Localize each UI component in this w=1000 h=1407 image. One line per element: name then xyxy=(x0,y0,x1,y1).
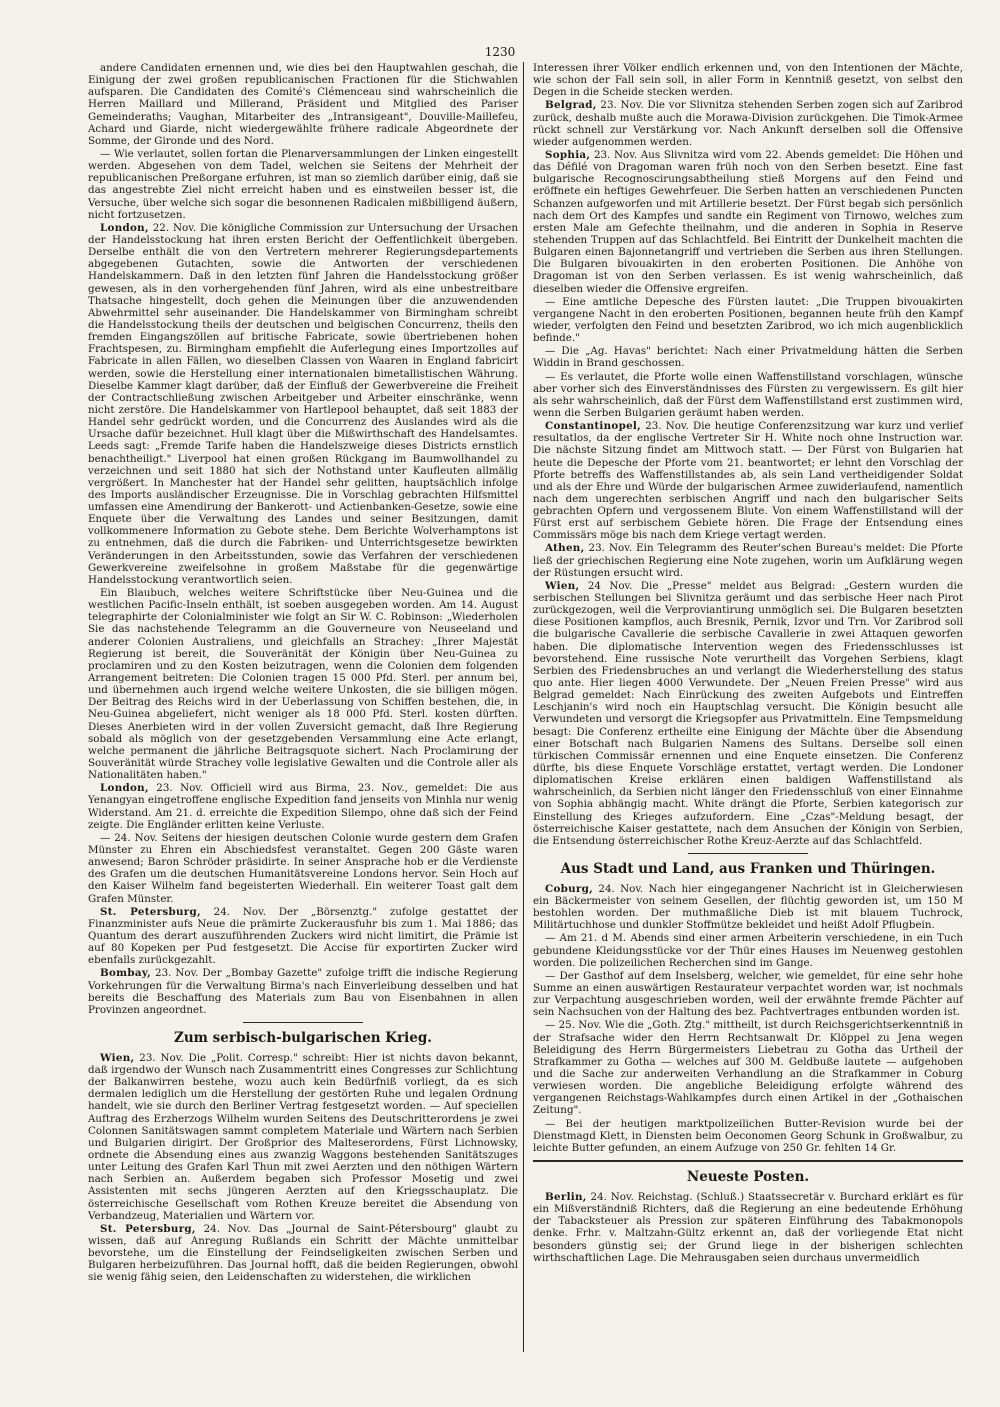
section-heading: Aus Stadt und Land, aus Franken und Thüringen. xyxy=(560,861,936,877)
article-paragraph xyxy=(88,832,518,905)
article-paragraph xyxy=(88,967,518,1016)
article-paragraph xyxy=(88,1223,518,1284)
article-paragraph xyxy=(88,587,518,781)
article-paragraph xyxy=(533,62,963,98)
article-paragraph xyxy=(88,62,518,147)
article-paragraph xyxy=(533,1191,963,1264)
dateline: Constantinopel, xyxy=(545,420,642,433)
dateline: Sophia, xyxy=(545,148,591,161)
paragraph-text: 23. Nov. Der „Bombay Gazette" zufolge trifft die indische Regierung Vorkehrungen für die Verwaltung Birma's nach Einverleibung desselben und hat bereits die Beschaffung des Materials zum Bau von Eisenbahnen in allen Provinzen angeordnet. xyxy=(88,967,518,1016)
paragraph-text: 24. Nov. Reichstag. (Schluß.) Staatssecretär v. Burchard erklärt es für ein Mißverständniß Richters, daß die Regierung an eine bedeutende Erhöhung der Tabacksteuer als Pression zur späteren Einführung des Tabakmonopols denke. Frhr. v. Maltzahn-Gültz erkennt an, daß der vorliegende Etat nicht besonders günstig sei; der Grund liege in der bisherigen schlechten wirthschaftlichen Lage. Die Mehrausgaben seien durchaus unvermeidlich xyxy=(533,1190,963,1264)
dateline: Wien, xyxy=(545,579,580,592)
article-paragraph xyxy=(533,542,963,578)
article-paragraph xyxy=(533,883,963,932)
dateline: Belgrad, xyxy=(545,99,597,112)
article-paragraph xyxy=(533,149,963,295)
article-paragraph xyxy=(88,782,518,831)
article-paragraph xyxy=(533,580,963,847)
paragraph-text: 23. Nov. Die vor Slivnitza stehenden Serben zogen sich auf Zaribrod zurück, deshalb mußte auch die Morawa-Division zurückgehen. Die Timok-Armee rückt schnell zur Verstärkung vor. Nach Ankunft derselben soll die Offensive wieder aufgenommen werden. xyxy=(533,99,963,148)
paragraph-text: — Am 21. d M. Abends sind einer armen Arbeiterin verschiedene, in ein Tuch gebundene Kleidungsstücke vor der Thür eines Hauses im Neuenweg gestohlen worden. Die polizeilichen Recherchen sind im Gange. xyxy=(533,932,963,969)
paragraph-text: 23. Nov. Ein Telegramm des Reuter'schen Bureau's meldet: Die Pforte ließ der griechischen Regierung eine Note zugehen, worin um Aufklärung wegen der Rüstungen ersucht wird. xyxy=(533,542,963,579)
article-paragraph xyxy=(533,970,963,1019)
left-column xyxy=(88,62,518,1285)
article-paragraph xyxy=(533,345,963,369)
dateline: Bombay, xyxy=(100,967,152,980)
dateline: London, xyxy=(100,782,149,795)
section-heading: Zum serbisch-bulgarischen Krieg. xyxy=(173,1029,433,1046)
paragraph-text: Interessen ihrer Völker endlich erkennen und, von den Intentionen der Mächte, wie schon der Fall sein soll, in aller Form in Kenntniß gesetzt, von selbst den Degen in die Scheide stecken werden. xyxy=(533,62,963,99)
section-heading: Neueste Posten. xyxy=(686,1169,810,1186)
paragraph-text: andere Candidaten ernennen und, wie dies bei den Hauptwahlen geschah, die Einigung der zwei großen republicanischen Fractionen für die Stichwahlen aufsparen. Die Candidaten des Comité's Clémenceau sind wahrscheinlich die Herren Maillard und Millerand, Präsident und Mitglied des Pariser Gemeinderaths; Vaughan, Mitarbeiter des „Intransigeant", Douville-Maillefeu, Achard und Giarde, nicht wiedergewählte frühere radicale Abgeordnete der Somme, der Gironde und des Nord. xyxy=(88,62,518,147)
dateline: Berlin, xyxy=(545,1190,587,1203)
paragraph-text: — Wie verlautet, sollen fortan die Plenarversammlungen der Linken eingestellt werden. Abgesehen von dem Tadel, welchen sie Seitens der Mehrheit der republicanischen Preßorgane erfuhren, ist man so ziemlich darüber einig, daß sie das angestrebte Ziel nicht erreicht haben und es einstweilen besser ist, die Versuche, über welche sich sogar die besonnenen Radicalen mißbilligend äußern, nicht fortzusetzen. xyxy=(88,147,518,221)
paragraph-text: 23. Nov. Officiell wird aus Birma, 23. Nov., gemeldet: Die aus Yenangyan eingetroffene englische Expedition fand jenseits von Minhla nur wenig Widerstand. Am 21. d. erreichte die Expedition Silempo, ohne daß sich der Feind zeigte. Die Engländer erlitten keine Verluste. xyxy=(88,782,518,831)
article-paragraph xyxy=(88,906,518,967)
dateline: St. Petersburg, xyxy=(100,905,201,918)
article-paragraph xyxy=(533,99,963,148)
paragraph-text: 24. Nov. Nach hier eingegangener Nachricht ist in Gleicherwiesen ein Bäckermeister von seinem Gesellen, der flüchtig geworden ist, um 150 M bestohlen worden. Der muthmaßliche Dieb ist mit blauem Tuchrock, Militärtuchhose und dunkler Stoffmütze bekleidet und heißt Adolf Pflugbein. xyxy=(533,882,963,932)
section-rule xyxy=(243,1022,363,1023)
article-paragraph xyxy=(533,932,963,968)
paragraph-text: — Eine amtliche Depesche des Fürsten lautet: „Die Truppen bivouakirten vergangene Nacht in den eroberten Positionen, begannen heute früh den Kampf wieder, verfolgten den Feind und besetzten Zaribrod, wo ich mich augenblicklich befinde." xyxy=(533,295,963,345)
dateline: Athen, xyxy=(545,542,585,555)
article-paragraph xyxy=(88,1052,518,1222)
dateline: St. Petersburg, xyxy=(100,1222,196,1235)
paragraph-text: — Der Gasthof auf dem Inselsberg, welcher, wie gemeldet, für eine sehr hohe Summe an einen auswärtigen Restaurateur verpachtet worden war, ist nochmals zur Verpachtung ausgeschrieben worden, weil der erwähnte fremde Pächter auf sein Nachsuchen von der Haltung des bez. Pachtvertrages entbunden worden ist. xyxy=(533,969,963,1019)
article-paragraph xyxy=(533,1019,963,1116)
paragraph-text: — Die „Ag. Havas" berichtet: Nach einer Privatmeldung hätten die Serben Widdin in Brand geschossen. xyxy=(533,345,963,370)
paragraph-text: 23. Nov. Aus Slivnitza wird vom 22. Abends gemeldet: Die Höhen und das Défilé von Dragoman waren früh noch von den Serben besetzt. Eine fast bulgarische Recognoscirungsabtheilung stieß Morgens auf den Feind und eröffnete ein heftiges Gewehrfeuer. Die Serben hatten an verschiedenen Puncten Schanzen aufgeworfen und mit Artillerie besetzt. Der Fürst begab sich persönlich nach dem Ort des Kampfes und sandte ein Regiment von Tirnowo, welches zum ersten Male am Gefechte theilnahm, und die anderen in Sophia in Reserve stehenden Truppen auf das Schlachtfeld. Bei Eintritt der Dunkelheit machten die Bulgaren einen Bajonnetangriff und vertrieben die Serben aus ihren Stellungen. Die Bulgaren bivouakirten in den eroberten Positionen. Die Anhöhe von Dragoman ist von den Serben verlassen. Es ist wenig wahrscheinlich, daß dieselben wieder die Offensive ergreifen. xyxy=(533,148,963,295)
page-number: 1230 xyxy=(484,45,516,59)
paragraph-text: — Es verlautet, die Pforte wolle einen Waffenstillstand vorschlagen, wünsche aber vorher sich des Einverständnisses des Fürsten zu vergewissern. Es gilt hier als sehr wahrscheinlich, daß der Fürst dem Waffenstillstand erst zustimmen wird, wenn die Serben Bulgarien geräumt haben werden. xyxy=(533,370,963,419)
article-paragraph xyxy=(88,148,518,221)
section-rule xyxy=(533,1160,963,1162)
paragraph-text: — 25. Nov. Wie die „Goth. Ztg." mittheilt, ist durch Reichsgerichtserkenntniß in der Strafsache wider den Herrn Rechtsanwalt Dr. Klöppel zu Jena wegen Beleidigung des Herrn Bürgermeisters Liebetrau zu Gotha das Urtheil der Strafkammer zu Gotha — welches auf 300 M. Geldbuße lautete — aufgehoben und die Sache zur anderweiten Verhandlung an die Strafkammer in Coburg verwiesen worden. Die angebliche Beleidigung erfolgte während des vergangenen Reichstags-Wahlkampfes durch einen Artikel in der „Gothaischen Zeitung". xyxy=(533,1019,963,1117)
article-paragraph xyxy=(533,420,963,541)
right-column xyxy=(533,62,963,1265)
paragraph-text: 24. Nov. Der „Börsenztg." zufolge gestattet der Finanzminister aufs Neue die prämirte Zuckerausfuhr bis zum 1. Mai 1886; das Quantum des derart auszuführenden Zuckers wird nicht limitirt, die Prämie ist auf 80 Kopeken per Pud festgesetzt. Die Accise für exportirten Zucker wird ebenfalls zurückgezahlt. xyxy=(88,905,518,967)
paragraph-text: — 24. Nov. Seitens der hiesigen deutschen Colonie wurde gestern dem Grafen Münster zu Ehren ein Abschiedsfest veranstaltet. Gegen 200 Gäste waren anwesend; Baron Schröder präsidirte. In seiner Ansprache hob er die Verdienste des Grafen um die deutschen Humanitätsvereine Londons hervor. Sein Hoch auf den Kaiser Wilhelm fand begeisterten Wiederhall. Ein weiterer Toast galt dem Grafen Münster. xyxy=(88,831,518,905)
paragraph-text: 24. Nov. Das „Journal de Saint-Pétersbourg" glaubt zu wissen, daß auf Anregung Rußlands ein Schritt der Mächte unmittelbar bevorstehe, um die Einstellung der Feindseligkeiten zwischen Serben und Bulgaren herbeizuführen. Das Journal hofft, daß die beiden Regierungen, obwohl sie wenig fähig seien, den Leidenschaften zu widerstehen, die wirklichen xyxy=(88,1222,518,1284)
paragraph-text: 24 Nov. Die „Presse" meldet aus Belgrad: „Gestern wurden die serbischen Stellungen bei Slivnitza geräumt und das serbische Heer nach Pirot zurückgezogen, weil die Verproviantirung unmöglich sei. Die Bulgaren besetzten diese Positionen kampflos, auch Bresnik, Pernik, Izvor und Trn. Vor Zaribrod soll die bulgarische Cavallerie die serbische Cavallerie in zwei Attaquen geworfen haben. Die diplomatische Intervention wegen des Friedensschlusses ist bevorstehend. Eine russische Note verurtheilt das Vorgehen Serbiens, klagt Serbien des Friedensbruches an und verlangt die Wiederherstellung des status quo ante. Hier liegen 4000 Verwundete. Der „Neuen Freien Presse" wird aus Belgrad gemeldet: Nach Einrückung des zweiten Aufgebots und Eintreffen Leschjanin's wird noch ein Hauptschlag versucht. Die Königin besucht alle Verwundeten und versorgt die Kriegsopfer aus Privatmitteln. Eine Tempsmeldung besagt: Die Conferenz ertheilte eine Einigung der Mächte über die Absendung einer Botschaft nach Bulgarien Namens des Sultans. Derselbe soll einen türkischen Commissär ernennen und eine Enquete einsetzen. Die Conferenz dürfte, bis diese Enquete Vorschläge erstattet, vertagt werden. Die Londoner diplomatischen Kreise erklären einen baldigen Waffenstillstand als wahrscheinlich, da Serbien nicht länger den Friedensschluß von einer Einnahme von Sophia abhängig macht. White drängt die Pforte, Serbien kategorisch zur Einstellung des Krieges aufzufordern. Eine „Czas"-Meldung besagt, der österreichische Kaiser gestattete, nach dem Ansuchen der Königin von Serbien, die Entsendung österreichischer Rothe Kreuz-Aerzte auf das Schlachtfeld. xyxy=(533,579,963,847)
paragraph-text: 22. Nov. Die königliche Commission zur Untersuchung der Ursachen der Handelsstockung hat ihren ersten Bericht der Oeffentlichkeit übergeben. Derselbe enthält die von den Vertretern mehrerer Regierungsdepartements abgegebenen Gutachten, sowie die Antworten der verschiedenen Handelskammern. Daß in den letzten fünf Jahren die Handelsstockung größer gewesen, als in den vorhergehenden fünf Jahren, wird als eine unbestreitbare Thatsache hingestellt, doch gehen die Meinungen über die anzuwendenden Abwehrmittel sehr auseinander. Die Handelskammer von Birmingham schreibt die Handelsstockung theils der deutschen und belgischen Concurrenz, theils den fremden Eingangszöllen auf britische Fabricate, sowie übertriebenen hohen Frachtspesen, zu. Birmingham empfiehlt die Auferlegung eines Importzolles auf Fabricate in allen Fällen, wo dieselben Classen von Waaren in England fabricirt werden, sowie die Herstellung einer internationalen bimetallistischen Währung. Dieselbe Kammer klagt darüber, daß der Einfluß der Gewerbvereine die Freiheit der Contractschließung zwischen Arbeitgeber und Arbeiter einschränke, wenn nicht zerstöre. Die Handelskammer von Hartlepool behauptet, daß seit 1883 der Handel sehr gedrückt worden, und die Concurrenz des Auslandes wird als die Ursache dafür bezeichnet. Hull klagt über die Mißwirthschaft des Handelsamtes. Leeds sagt: „Fremde Tarife haben die Handelszweige dieses Districts ernstlich benachtheiligt." Liverpool hat einen großen Rückgang im Baumwollhandel zu verzeichnen und seit 1880 hat sich der Nothstand unter Kaufleuten allmälig vergrößert. In Manchester hat der Handel sehr gelitten, hauptsächlich infolge des Imports ausländischer Erzeugnisse. Die in Vorschlag gebrachten Hilfsmittel umfassen eine Amendirung der Bankerott- und Actienbanken-Gesetze, sowie eine Enquete über die Verwaltung des Landes und seiner Besitzungen, damit vollkommenere Information zu Gebote stehe. Dem Berichte Wolverhamptons ist zu entnehmen, daß die durch die Fabriken- und Unterrichtsgesetze bewirkten Veränderungen in den Arbeitsstunden, sowie das Verfahren der verschiedenen Gewerkvereine zweifelsohne in großem Maßstabe für die gegenwärtige Handelsstockung verantwortlich seien. xyxy=(88,221,518,586)
dateline: Coburg, xyxy=(545,882,594,895)
paragraph-text: Ein Blaubuch, welches weitere Schriftstücke über Neu-Guinea und die westlichen Pacific-Inseln enthält, ist soeben ausgegeben worden. Am 14. August telegraphirte der Colonialminister wie folgt an Sir W. C. Robinson: „Wiederholen Sie das nachstehende Telegramm an die Gouverneure von Neuseeland und anderer Colonien Australiens, und gleichfalls an Strachey: „Ihrer Majestät Regierung ist bereit, die Souveränität der Königin über Neu-Guinea zu proclamiren und zu den Kosten beizutragen, wenn die Colonien dem folgenden Arrangement beitreten: Die Colonien tragen 15 000 Pfd. Sterl. per annum bei, und übernehmen auch irgend welche weitere Unkosten, die sie billigen mögen. Der Beitrag des Reichs wird in der Ueberlassung von Schiffen bestehen, die, in Neu-Guinea abgeliefert, nicht weniger als 18 000 Pfd. Sterl. kosten dürften. Dieses Anerbieten wird in der vollen Zuversicht gemacht, daß Ihre Regierung sobald als möglich von der gesetzgebenden Versammlung eine Acte erlangt, welche permanent die jährliche Beitragsquote sichert. Nach Proclamirung der Souveränität würde Strachey volle legislative Gewalten und die Controle aller als Nationalitäten haben." xyxy=(88,587,518,782)
article-paragraph xyxy=(88,222,518,586)
section-rule xyxy=(688,853,808,854)
paragraph-text: 23. Nov. Die „Polit. Corresp." schreibt: Hier ist nichts davon bekannt, daß irgendwo der Wunsch nach Zusammentritt eines Congresses zur Schlichtung der Balkanwirren bestehe, wozu auch kein Bedürfniß vorliegt, da es sich dermalen lediglich um die Herstellung der gestörten Ruhe und legalen Ordnung handelt, wie sie durch den Berliner Vertrag festgesetzt worden. — Auf speciellen Auftrag des Erzherzogs Wilhelm wurden Seitens des Deutschritterordens je zwei Colonnen Sanitätswagen sammt completem Materiale und Wärtern nach Serbien und Bulgarien dirigirt. Der Großprior des Malteserordens, Fürst Lichnowsky, ordnete die Absendung eines aus zwanzig Waggons bestehenden Sanitätszuges unter Leitung des Grafen Karl Thun mit zwei Aerzten und den nöthigen Wärtern nach Serbien an. Außerdem begaben sich Professor Mosetig und zwei Assistenten mit sechs jüngeren Aerzten auf den Kriegsschauplatz. Die österreichische Gesellschaft vom Rothen Kreuze bereitet die Absendung von Verbandzeug, Materialien und Wärtern vor. xyxy=(88,1051,518,1222)
article-paragraph xyxy=(533,296,963,345)
article-paragraph xyxy=(533,371,963,420)
column-divider xyxy=(523,62,524,1352)
dateline: Wien, xyxy=(100,1051,135,1064)
paragraph-text: 23. Nov. Die heutige Conferenzsitzung war kurz und verlief resultatlos, da der englische Vertreter Sir H. White noch ohne Instruction war. Die nächste Sitzung findet am Mittwoch statt. — Der Fürst von Bulgarien hat heute die Depesche der Pforte vom 21. beantwortet; er lehnt den Vorschlag der Pforte betreffs des Waffenstillstandes ab, als sein Land vertheidigender Soldat und als der Ehre und Würde der bulgarischen Armee zuwiderlaufend, namentlich nach dem ungerechten serbischen Angriff und nach den bulgarischer Seits gebrachten Opfern und vergossenem Blute. Von einem Waffenstillstand will der Fürst erst auf serbischem Gebiete hören. Die Frage der Entsendung eines Commissärs möge bis nach dem Kriege vertagt werden. xyxy=(533,420,963,542)
article-paragraph xyxy=(533,1118,963,1154)
dateline: London, xyxy=(100,221,149,234)
paragraph-text: — Bei der heutigen marktpolizeilichen Butter-Revision wurde bei der Dienstmagd Klett, in Diensten beim Oeconomen Georg Schunk in Großwalbur, zu leichte Butter gefunden, an einem Aufzuge von 250 Gr. fehlten 14 Gr. xyxy=(533,1117,963,1154)
